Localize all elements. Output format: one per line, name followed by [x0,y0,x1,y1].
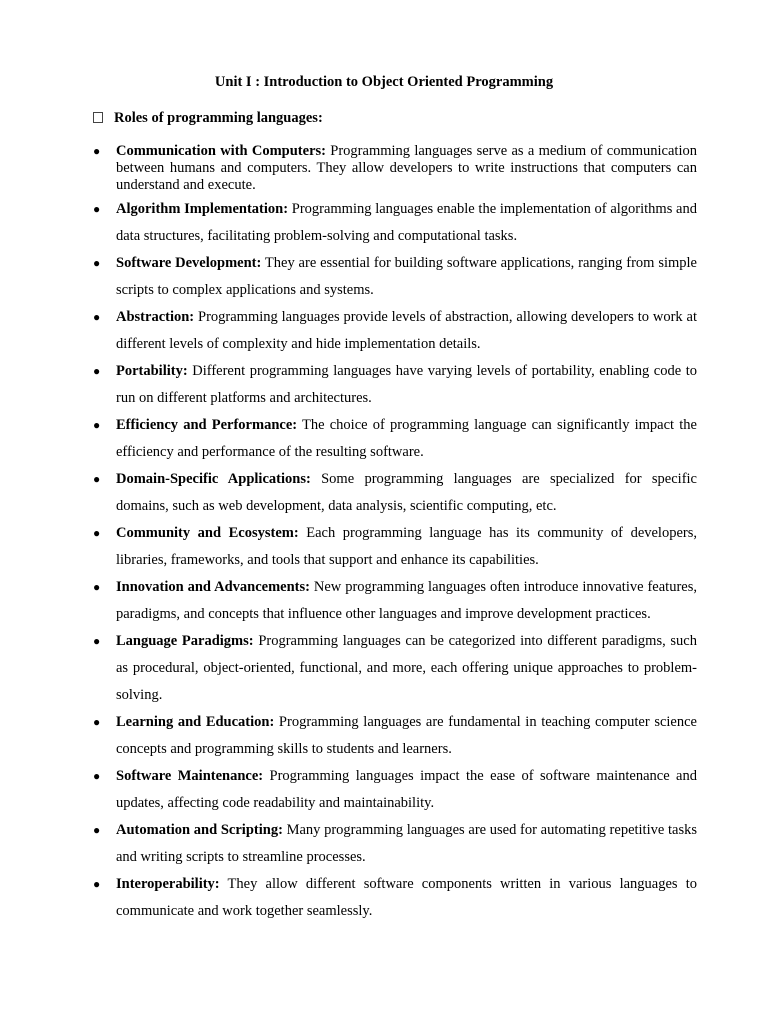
section-heading [93,108,323,128]
item-term: Innovation and Advancements: [116,579,310,595]
item-term: Communication with Computers: [116,143,326,159]
page-title: Unit I : Introduction to Object Oriented Programming [214,74,554,90]
list-item [0,709,697,763]
item-text: Programming languages can be categorized into different paradigms, such as procedural, object-oriented, functional, and more, each offering unique approaches to problem-solving. [116,633,697,703]
item-term: Algorithm Implementation: [116,201,289,217]
list-item [0,817,697,871]
item-term: Language Paradigms: [116,633,254,649]
item-text: Many programming languages are used for automating repetitive tasks and writing scripts to streamline processes. [116,822,697,865]
item-term: Learning and Education: [116,714,275,730]
list-item [0,143,697,194]
item-term: Domain-Specific Applications: [116,471,311,487]
bullet-icon: ● [93,202,101,216]
item-term: Efficiency and Performance: [116,417,298,433]
list-item [0,412,697,466]
bullet-icon: ● [93,634,101,648]
item-text: Each programming language has its community of developers, libraries, frameworks, and tools that support and enhance its capabilities. [116,525,697,568]
bullet-icon: ● [93,715,101,729]
bullet-icon: ● [93,877,101,891]
bullet-icon: ● [93,526,101,540]
item-text: Programming languages enable the implementation of algorithms and data structures, facilitating problem-solving and computational tasks. [116,201,697,244]
list-item [0,304,697,358]
item-term: Interoperability: [116,876,220,892]
item-term: Software Development: [116,255,262,271]
missing-glyph-box-icon [93,112,103,123]
item-text: The choice of programming language can significantly impact the efficiency and performance of the resulting software. [116,417,697,460]
list-item [0,520,697,574]
list-item [0,466,697,520]
list-item [0,196,697,250]
item-term: Community and Ecosystem: [116,525,299,541]
item-text: Programming languages impact the ease of software maintenance and updates, affecting code readability and maintainability. [116,768,697,811]
bullet-icon: ● [93,256,101,270]
item-text: Programming languages are fundamental in teaching computer science concepts and programming skills to students and learners. [116,714,697,757]
item-term: Automation and Scripting: [116,822,283,838]
list-item [0,871,697,925]
section-heading-text: Roles of programming languages: [114,110,323,126]
bullet-icon: ● [93,364,101,378]
item-text: Programming languages serve as a medium of communication between humans and computers. They allow developers to write instructions that computers can understand and execute. [116,143,697,193]
bullet-icon: ● [93,144,101,158]
roles-list [0,143,768,925]
bullet-icon: ● [93,769,101,783]
item-text: Some programming languages are specialized for specific domains, such as web development, data analysis, scientific computing, etc. [116,471,697,514]
item-text: New programming languages often introduce innovative features, paradigms, and concepts that influence other languages and improve development practices. [116,579,697,622]
list-item [0,628,697,709]
bullet-icon: ● [93,418,101,432]
list-item [0,358,697,412]
list-item [0,763,697,817]
bullet-icon: ● [93,580,101,594]
item-term: Abstraction: [116,309,195,325]
item-text: Different programming languages have varying levels of portability, enabling code to run on different platforms and architectures. [116,363,697,406]
item-text: They are essential for building software applications, ranging from simple scripts to complex applications and systems. [116,255,697,298]
item-term: Portability: [116,363,188,379]
item-term: Software Maintenance: [116,768,264,784]
item-text: Programming languages provide levels of abstraction, allowing developers to work at different levels of complexity and hide implementation details. [116,309,697,352]
list-item [0,250,697,304]
list-item [0,574,697,628]
bullet-icon: ● [93,472,101,486]
bullet-icon: ● [93,310,101,324]
item-text: They allow different software components written in various languages to communicate and work together seamlessly. [116,876,697,919]
bullet-icon: ● [93,823,101,837]
